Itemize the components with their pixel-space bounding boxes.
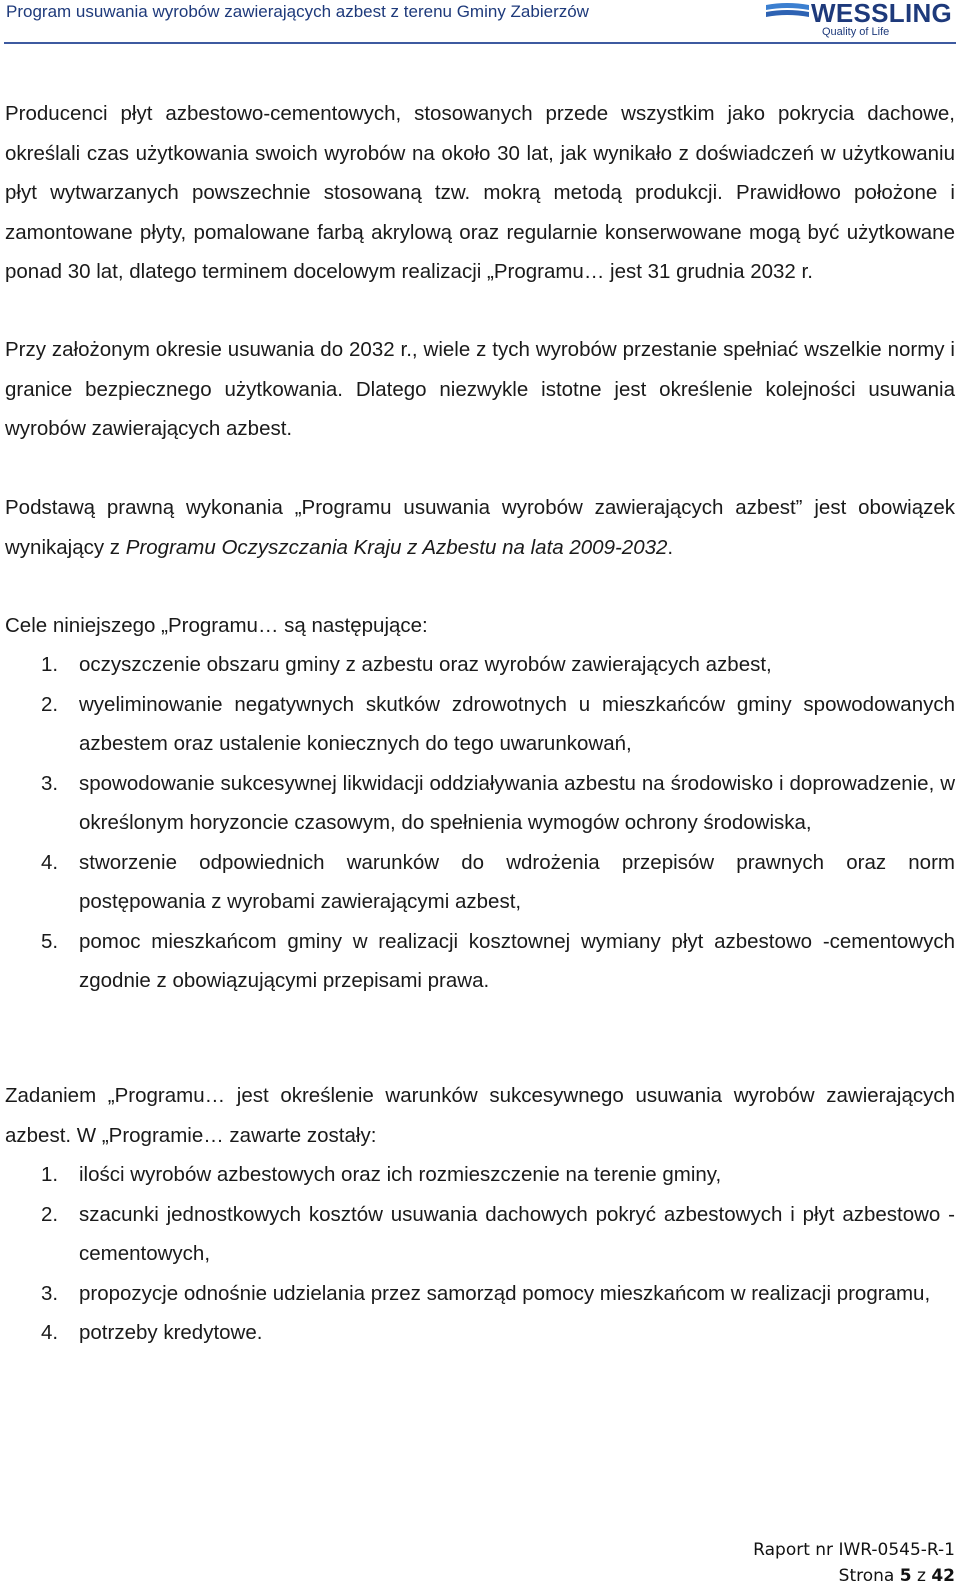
list-item <box>5 1195 955 1274</box>
paragraph-legal-basis <box>5 488 955 567</box>
list-number: 4. <box>41 850 59 874</box>
goals-intro: Cele niniejszego „Programu… są następujące: <box>5 614 428 637</box>
tasks-intro: Zadaniem „Programu… jest określenie warunków sukcesywnego usuwania wyrobów zawierających azbest. W „Programie… zawarte zostały: <box>5 1084 955 1147</box>
list-item-text: szacunki jednostkowych kosztów usuwania dachowych pokryć azbestowych i płyt azbestowo -cementowych, <box>79 1202 955 1265</box>
legal-basis-end: . <box>667 535 674 559</box>
wave-logo-icon <box>766 3 809 20</box>
list-item <box>5 843 955 922</box>
list-item-text: pomoc mieszkańcom gminy w realizacji kosztownej wymiany płyt azbestowo -cementowych zgodnie z obowiązującymi przepisami prawa. <box>79 929 955 992</box>
list-item <box>5 1155 955 1195</box>
page-number <box>555 1566 955 1586</box>
page-total: 42 <box>931 1566 955 1586</box>
list-item-text: oczyszczenie obszaru gminy z azbestu oraz wyrobów zawierających azbest, <box>79 653 772 676</box>
page-header <box>0 0 960 46</box>
list-item-text: ilości wyrobów azbestowych oraz ich rozmieszczenie na terenie gminy, <box>79 1163 722 1186</box>
list-item <box>5 645 955 685</box>
list-number: 2. <box>41 1202 59 1226</box>
header-divider <box>4 42 956 44</box>
list-number: 1. <box>41 653 59 676</box>
page-current: 5 <box>899 1566 912 1586</box>
list-number: 3. <box>41 1281 59 1305</box>
list-item <box>5 764 955 843</box>
paragraph-lifetime: Producenci płyt azbestowo-cementowych, stosowanych przede wszystkim jako pokrycia dachowe, określali czas użytkowania swoich wyrobów na około 30 lat, jak wynikało z doświadczeń w użytkowaniu płyt wytwarzanych powszechnie stosowaną tzw. mokrą metodą produkcji. Prawidłowo położone i zamontowane płyty, pomalowane farbą akrylową oraz regularnie konserwowane mogą być użytkowane ponad 30 lat, dlatego terminem docelowym realizacji „Programu… jest 31 grudnia 2032 r. <box>5 102 955 283</box>
page-word: Strona <box>838 1566 895 1586</box>
logo-tagline: Quality of Life <box>822 26 890 38</box>
list-item <box>5 685 955 764</box>
report-number: Raport nr IWR-0545-R-1 <box>753 1540 955 1560</box>
list-item-text: wyeliminowanie negatywnych skutków zdrowotnych u mieszkańców gminy spowodowanych azbestem oraz ustalenie koniecznych do tego uwarunkowań, <box>79 692 955 755</box>
list-number: 5. <box>41 929 59 953</box>
list-item-text: stworzenie odpowiednich warunków do wdrożenia przepisów prawnych oraz norm postępowania z wyrobami zawierającymi azbest, <box>79 850 955 913</box>
list-number: 3. <box>41 771 59 795</box>
page-separator: z <box>916 1566 926 1586</box>
paragraph-removal-order: Przy założonym okresie usuwania do 2032 r., wiele z tych wyrobów przestanie spełniać wszelkie normy i granice bezpiecznego użytkowania. Dlatego niezwykle istotne jest określenie kolejności usuwania wyrobów zawierających azbest. <box>5 338 955 440</box>
tasks-list <box>5 1155 955 1353</box>
legal-basis-text: Podstawą prawną wykonania „Programu usuwania wyrobów zawierających azbest” jest obowiązek wynikający z <box>5 496 955 559</box>
list-item-text: propozycje odnośnie udzielania przez samorząd pomocy mieszkańcom w realizacji programu, <box>79 1281 931 1305</box>
national-program-title: Programu Oczyszczania Kraju z Azbestu na lata 2009-2032 <box>125 535 668 559</box>
list-item <box>5 1274 955 1314</box>
list-item-text: potrzeby kredytowe. <box>79 1321 263 1344</box>
header-title: Program usuwania wyrobów zawierających azbest z terenu Gminy Zabierzów <box>6 2 589 21</box>
goals-list <box>5 645 955 1001</box>
list-number: 1. <box>41 1163 59 1186</box>
list-number: 2. <box>41 692 59 716</box>
list-item <box>5 1313 955 1353</box>
list-number: 4. <box>41 1321 59 1344</box>
list-item <box>5 922 955 1001</box>
wessling-logo <box>766 0 960 42</box>
list-item-text: spowodowanie sukcesywnej likwidacji oddziaływania azbestu na środowisko i doprowadzenie, w określonym horyzoncie czasowym, do spełnienia wymogów ochrony środowiska, <box>79 771 955 834</box>
logo-wordmark: WESSLING <box>811 0 953 28</box>
